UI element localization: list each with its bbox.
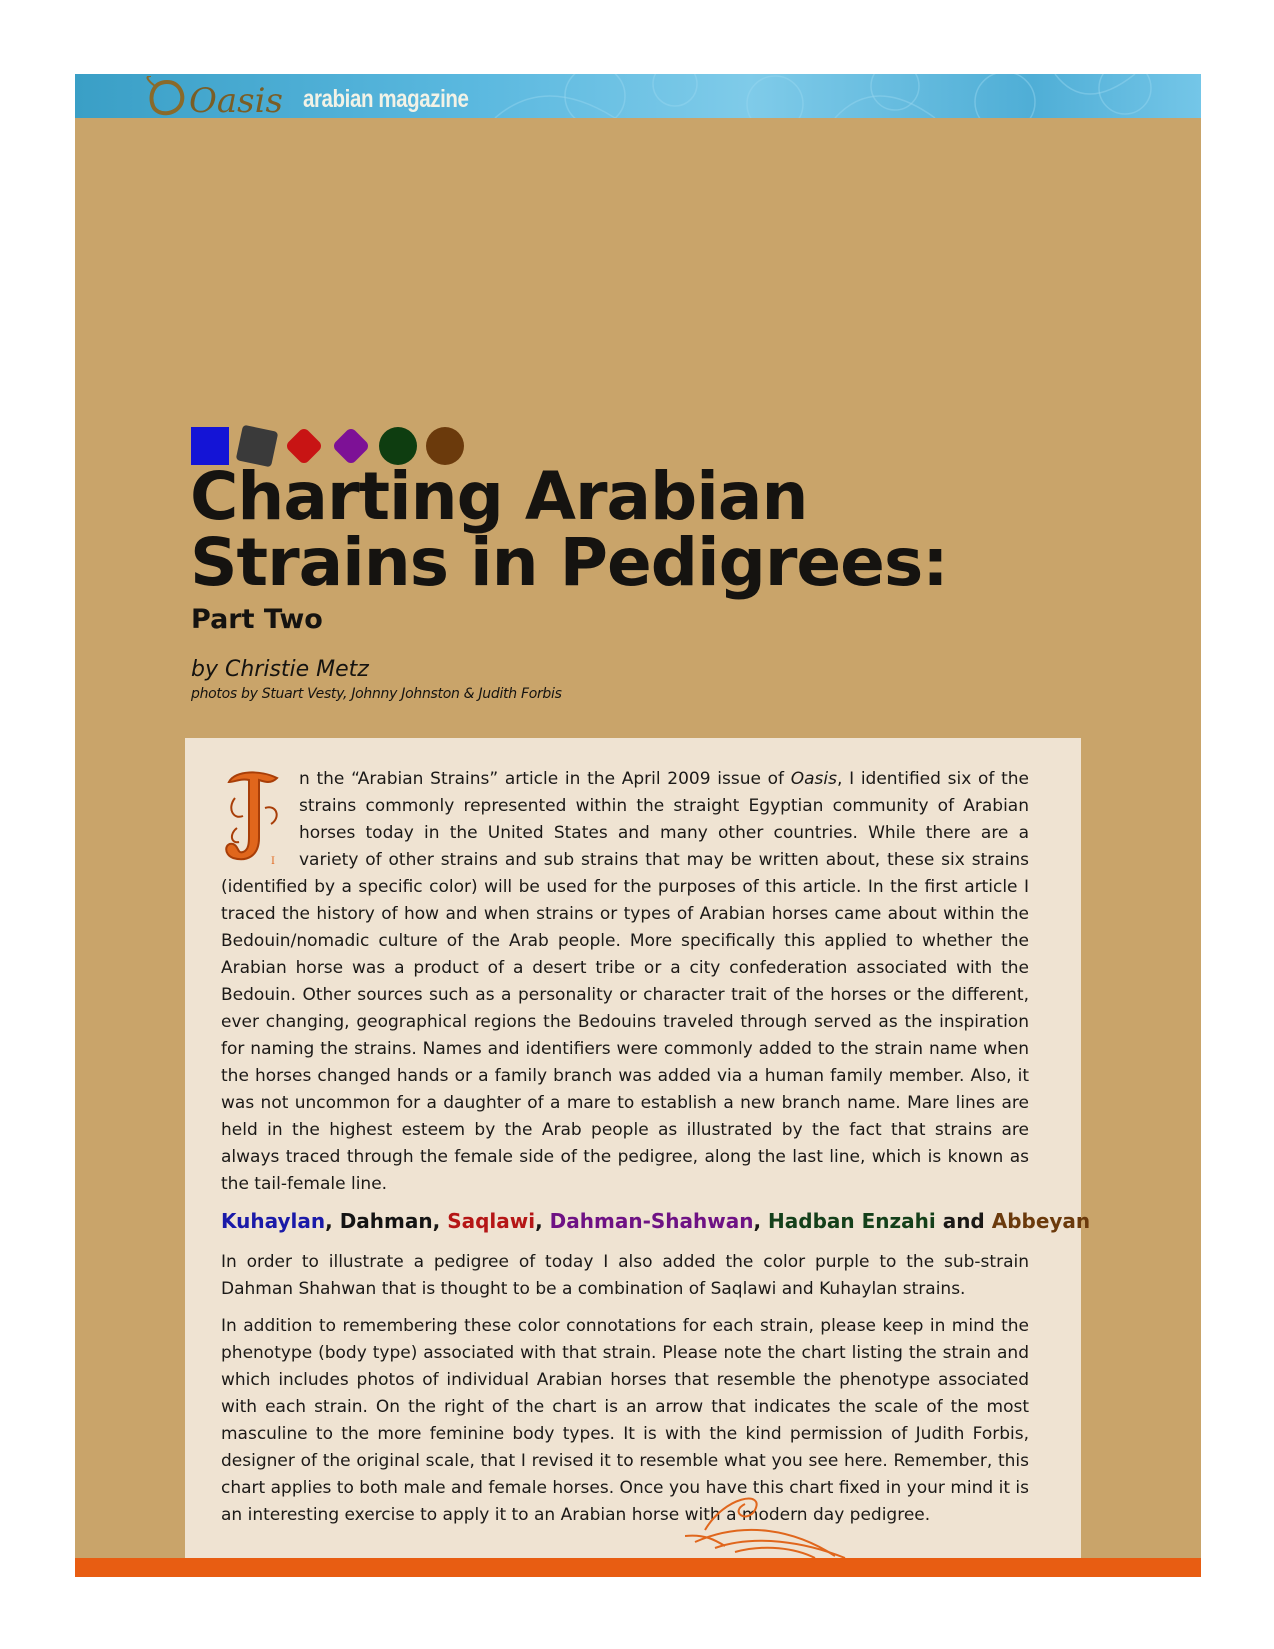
article-subtitle: Part Two [191,604,323,635]
strain-conjunction: and [935,1209,992,1233]
paragraph-purple-strain: In order to illustrate a pedigree of today I also added the color purple to the sub-strain Dahman Shahwan that is thought to be a combination of Saqlawi and Kuhaylan strains. [221,1252,1029,1299]
article-title [190,458,1050,601]
intro-text-rest: , I identified six of the strains commonly represented within the straight Egyptian community of Arabian horses today in the United States and many other countries. While there are a variety of other strains and sub strains that may be written about, these six strains (identified by a specific color) will be used for the purposes of this article. In the first article I traced the history of how and when strains or types of Arabian horses came about within the Bedouin/nomadic culture of the Arab people. More specifically this applied to whether the Arabian horse was a product of a desert tribe or a city confederation associated with the Bedouin. Other sources such as a personality or character trait of the horses or the different, ever changing, geographical regions the Bedouins traveled through served as the inspiration for naming the strains. Names and identifiers were commonly added to the strain name when the horses changed hands or a family branch was added via a human family member. Also, it was not uncommon for a daughter of a mare to establish a new branch name. Mare lines are held in the highest esteem by the Arab people as illustrated by the fact that strains are always traced through the female side of the pedigree, along the last line, which is known as the tail-female line. [221,769,1029,1194]
strain-label-dahman: Dahman [339,1209,433,1233]
svg-text:I: I [271,856,275,866]
paragraph-phenotype: In addition to remembering these color connotations for each strain, please keep in mind the phenotype (body type) associated with that strain. Please note the chart listing the strain and which includes photos of individual Arabian horses that resemble the phenotype associated with each strain. On the right of the chart is an arrow that indicates the scale of the most masculine to the more feminine body types. It is with the kind permission of Judith Forbis, designer of the original scale, that I revised it to resemble what you see here. Remember, this chart applies to both male and female horses. Once you have this chart fixed in your mind it is an interesting exercise to apply it to an Arabian horse with a modern day pedigree. [221,1316,1029,1525]
flourish-ornament [685,1490,855,1560]
strain-label-kuhaylan: Kuhaylan [221,1209,326,1233]
photo-credit: photos by Stuart Vesty, Johnny Johnston & Judith Forbis [191,686,562,702]
strain-color-legend [221,1208,1091,1235]
magazine-subtitle: arabian magazine [303,85,469,113]
strain-separator: , [753,1209,769,1233]
strain-label-abbeyan: Abbeyan [991,1209,1091,1233]
title-line-2: Strains in Pedigrees: [190,524,948,601]
magazine-header-banner [75,74,1201,118]
oasis-logo [145,76,305,118]
strain-label-saqlawi: Saqlawi [447,1209,536,1233]
article-text-box [185,738,1091,1577]
paragraph-intro [221,766,1029,1198]
strain-label-dahman-shahwan: Dahman-Shahwan [549,1209,754,1233]
magazine-page [75,74,1201,1577]
svg-text:Oasis: Oasis [189,81,283,118]
strain-separator: , [325,1209,340,1233]
strain-separator: , [432,1209,448,1233]
strain-separator: , [535,1209,550,1233]
bottom-accent-bar [75,1558,1201,1577]
title-line-1: Charting Arabian [190,458,808,535]
magazine-name-ref: Oasis [790,769,837,789]
ornamental-dropcap [221,768,293,866]
author-byline: by Christie Metz [191,657,369,682]
intro-text-start: n the “Arabian Strains” article in the April 2009 issue of [299,769,791,789]
strain-label-hadban-enzahi: Hadban Enzahi [768,1209,936,1233]
article-body [221,766,1091,1539]
